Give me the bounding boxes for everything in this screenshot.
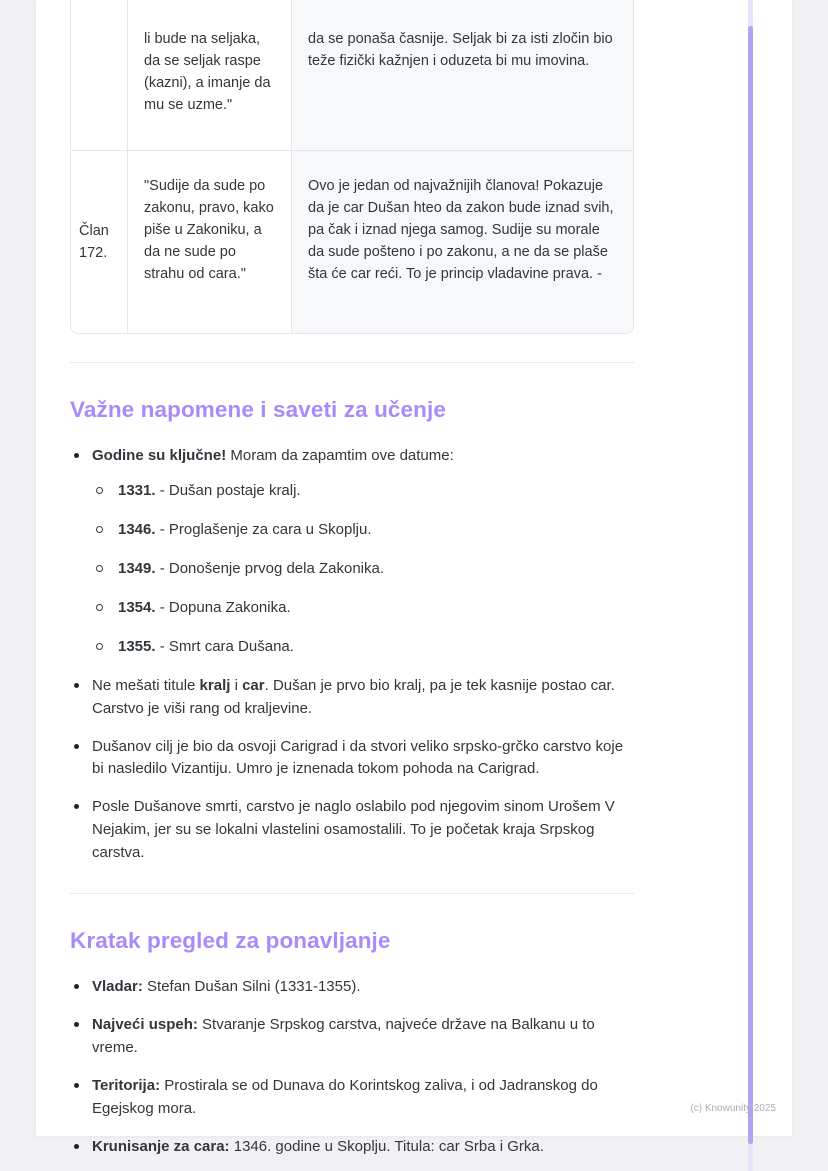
text: Dušanov cilj je bio da osvoji Carigrad i da stvori veliko srpsko-grčko carstvo koje bi nasledilo Vizantiju. Umro je iznenada tokom pohoda na Carigrad. [92,737,624,778]
list-item [70,736,634,782]
list-item [70,445,634,659]
section-divider [70,362,634,363]
text-bold: 1346. [118,520,156,538]
text-bold: 1354. [118,598,156,616]
text-bold: Godine su ključne! [92,447,227,464]
section-title-review: Kratak pregled za ponavljanje [70,928,391,954]
sublist-item [92,519,634,542]
text: Ne mešati titule [92,676,200,694]
sublist-item [92,636,634,659]
list-item [70,1136,634,1159]
text: Moram da zapamtim ove datume: [226,447,454,464]
text-bold: 1331. [118,481,156,499]
text-bold: Krunisanje za cara: [92,1137,230,1155]
text: - Dopuna Zakonika. [155,598,291,616]
text: 1346. godine u Skoplju. Titula: car Srba i Grka. [229,1137,544,1155]
article-comment-cell: da se ponaša časnije. Seljak bi za isti zločin bio teže fizički kažnjen i oduzeta bi mu imovina. [291,0,633,150]
dates-sublist [92,480,634,659]
text: - Dušan postaje kralj. [155,481,301,499]
sublist-item [92,480,634,503]
review-list [70,976,634,1159]
list-item [70,796,634,865]
text-bold: kralj [199,676,231,694]
article-label-cell [71,0,127,150]
notes-list [70,445,634,865]
text: Stefan Dušan Silni (1331-1355). [142,978,361,996]
text-bold: 1349. [118,559,156,577]
text: - Proglašenje za cara u Skoplju. [155,520,372,538]
table-row [71,0,633,150]
article-quote-cell: li bude na seljaka, da se seljak raspe (kazni), a imanje da mu se uzme." [127,0,291,150]
list-item [70,976,634,999]
document-content [70,0,634,1171]
text-bold: Teritorija: [92,1077,161,1094]
list-item [70,1014,634,1060]
text-bold: Najveći uspeh: [92,1016,198,1034]
text: Prostirala se od Dunava do Korintskog zaliva, i od Jadranskog do Egejskog mora. [92,1077,598,1117]
scrollbar-track[interactable] [748,0,753,1171]
section-divider [70,893,634,894]
sublist-item [92,558,634,581]
text: i [230,676,243,694]
article-quote-cell: "Sudije da sude po zakonu, pravo, kako piše u Zakoniku, a da ne sude po strahu od cara." [127,151,291,333]
text: - Smrt cara Dušana. [155,637,294,655]
zakonik-table [70,0,634,334]
sublist-item [92,597,634,620]
document-card [36,0,792,1155]
text: - Donošenje prvog dela Zakonika. [155,559,385,577]
list-item [70,675,634,721]
text-bold: Vladar: [92,978,143,996]
scrollbar-thumb[interactable] [748,26,753,1144]
text-bold: 1355. [118,637,156,655]
text: Stvaranje Srpskog carstva, najveće države na Balkanu u to vreme. [92,1016,595,1057]
copyright-watermark: (c) Knowunity 2025 [690,1103,776,1114]
article-comment-cell: Ovo je jedan od najvažnijih članova! Pokazuje da je car Dušan hteo da zakon bude iznad svih, pa čak i iznad njega samog. Sudije su morale da sude pošteno i po zakonu, a ne da se plaše šta će car reći. To je princip vladavine prava. - [291,151,633,333]
text-bold: car [242,676,265,694]
text: . Dušan je prvo bio kralj, pa je tek kasnije postao car. Carstvo je viši rang od kraljevine. [92,676,615,717]
section-title-notes: Važne napomene i saveti za učenje [70,397,446,422]
table-row [71,150,633,333]
article-label-cell: Član 172. [79,222,109,261]
text: Posle Dušanove smrti, carstvo je naglo oslabilo pod njegovim sinom Urošem V Nejakim, jer su se lokalni vlastelini osamostalili. To je početak kraja Srpskog carstva. [92,798,615,862]
list-item [70,1075,634,1121]
